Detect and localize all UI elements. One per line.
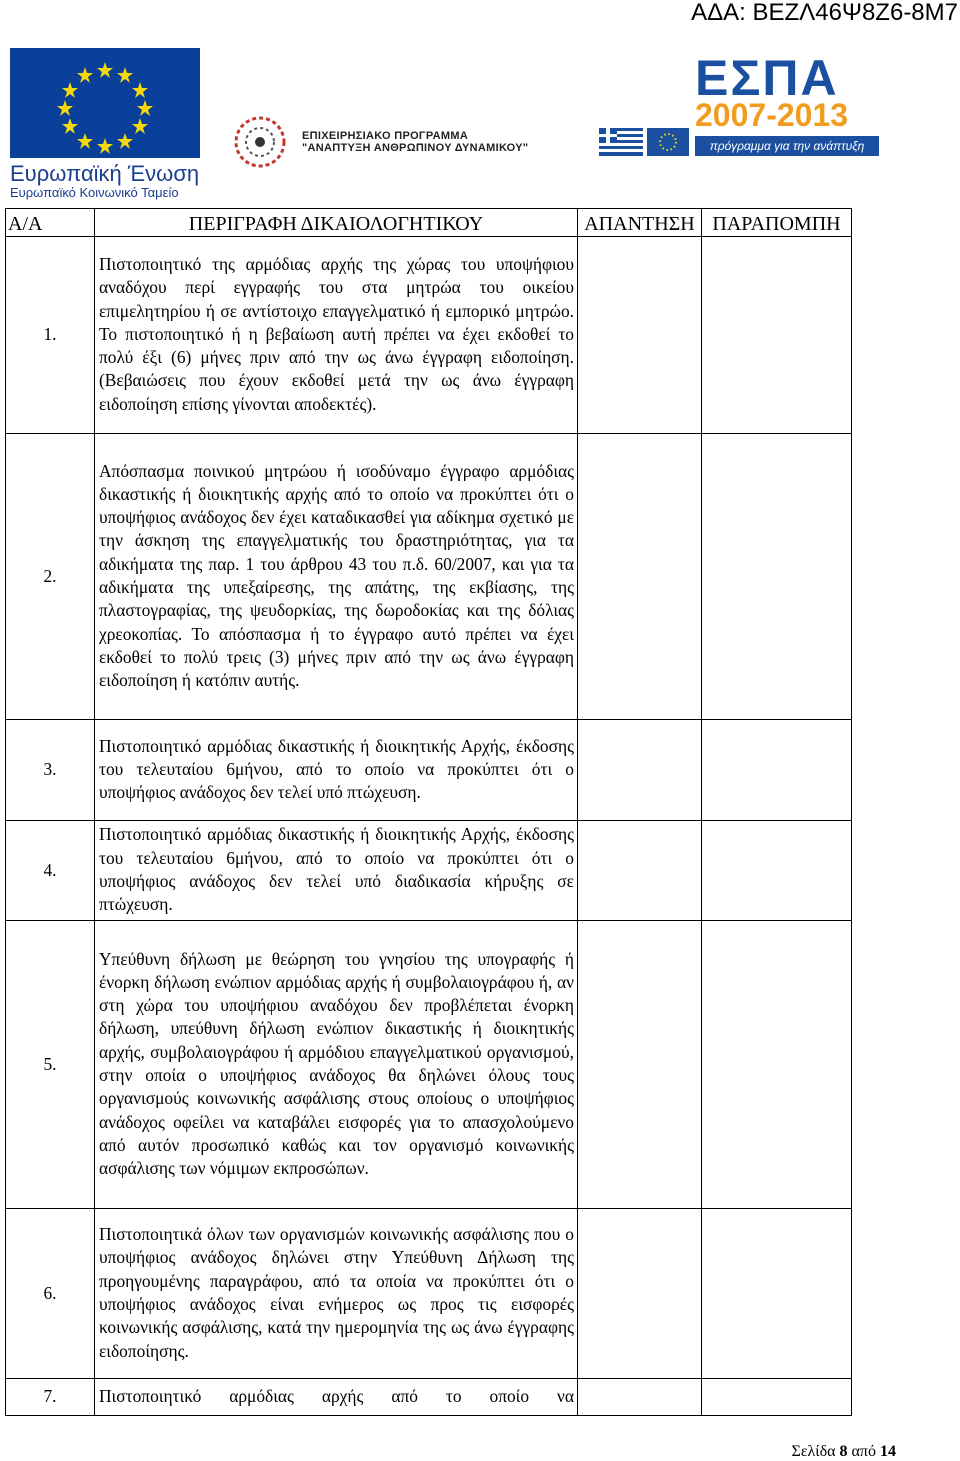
op-title-line2: "ΑΝΑΠΤΥΞΗ ΑΝΘΡΩΠΙΝΟΥ ΔΥΝΑΜΙΚΟΥ" [302, 142, 529, 154]
row-number: 1. [6, 237, 95, 434]
row-number: 2. [6, 434, 95, 720]
reference-cell[interactable] [702, 434, 852, 720]
header-reference: ΠΑΡΑΠΟΜΠΗ [702, 209, 852, 237]
row-description: Πιστοποιητικό αρμόδιας δικαστικής ή διοικητικής Αρχής, έκδοσης του τελευταίου 6μήνου, από το οποίο να προκύπτει ότι ο υποψήφιος ανάδοχος δεν τελεί υπό πτώχευση. [99, 735, 574, 803]
row-description: Υπεύθυνη δήλωση με θεώρηση του γνησίου της υπογραφής ή ένορκη δήλωση ενώπιον αρμόδιας αρχής ή συμβολαιογράφου ή, αν στη χώρα του υποψήφιου αναδόχου δεν προβλέπεται ένορκη δήλωση, υπεύθυνη δήλωση ενώπιον δικαστικής ή διοικητικής αρχής, συμβολαιογράφου ή αρμόδιου επαγγελματικού οργανισμού, στην οποία ο υποψήφιος ανάδοχος θα δηλώνει όλους τους οργανισμούς κοινωνικής ασφάλισης στους οποίους ο υποψήφιος ανάδοχος οφείλει να καταβάλει εισφορές για το απασχολούμενο από αυτόν προσωπικό καθώς και τον οργανισμό κοινωνικής ασφάλισης των νόμιμων εκπροσώπων. [99, 948, 574, 1179]
reference-cell[interactable] [702, 1209, 852, 1379]
eu-flag-icon [10, 48, 200, 158]
header-description: ΠΕΡΙΓΡΑΦΗ ΔΙΚΑΙΟΛΟΓΗΤΙΚΟΥ [95, 209, 578, 237]
row-description: Πιστοποιητικό της αρμόδιας αρχής της χώρας του υποψήφιου αναδόχου περί εγγραφής του στα μητρώα του οικείου επιμελητηρίου ή σε αντίστοιχο επαγγελματικό ή εμπορικό μητρώο. Το πιστοποιητικό ή η βεβαίωση αυτή πρέπει να έχει εκδοθεί το πολύ έξι (6) μήνες πριν από την ως άνω έγγραφη ειδοποίηση. (Βεβαιώσεις που έχουν εκδοθεί μετά την ως άνω έγγραφη ειδοποίηση επίσης γίνονται αποδεκτές). [99, 253, 574, 414]
page-total: 14 [880, 1443, 896, 1460]
row-number: 7. [6, 1379, 95, 1416]
table-row [6, 1209, 852, 1379]
operational-programme-logo [222, 112, 572, 172]
reference-cell[interactable] [702, 237, 852, 434]
table-row [6, 237, 852, 434]
answer-cell[interactable] [578, 821, 702, 921]
answer-cell[interactable] [578, 434, 702, 720]
eu-logo [10, 48, 200, 200]
answer-cell[interactable] [578, 1209, 702, 1379]
answer-cell[interactable] [578, 921, 702, 1209]
eu-name: Ευρωπαϊκή Ένωση [10, 161, 200, 186]
answer-cell[interactable] [578, 237, 702, 434]
greek-flag-icon [599, 128, 643, 156]
eu-fund-name: Ευρωπαϊκό Κοινωνικό Ταμείο [10, 185, 179, 200]
row-number: 4. [6, 821, 95, 921]
page-number: 8 [839, 1443, 848, 1460]
header-num: Α/Α [6, 209, 95, 237]
row-description: Πιστοποιητικό αρμόδιας αρχής από το οποίο να [99, 1385, 574, 1406]
documents-table [5, 208, 852, 1416]
answer-cell[interactable] [578, 720, 702, 821]
of-word: από [851, 1443, 876, 1460]
op-title-line1: ΕΠΙΧΕΙΡΗΣΙΑΚΟ ΠΡΟΓΡΑΜΜΑ [302, 130, 469, 142]
espa-logo [595, 52, 885, 162]
eu-mini-flag-icon [647, 128, 689, 156]
logo-banner [0, 40, 960, 205]
op-emblem-icon [222, 112, 298, 172]
espa-tagline: πρόγραμμα για την ανάπτυξη [695, 136, 879, 156]
page-footer [792, 1443, 896, 1461]
row-number: 5. [6, 921, 95, 1209]
reference-cell[interactable] [702, 921, 852, 1209]
espa-title: ΕΣΠΑ [695, 50, 839, 106]
row-description: Πιστοποιητικό αρμόδιας δικαστικής ή διοικητικής Αρχής, έκδοσης του τελευταίου 6μήνου, από το οποίο να προκύπτει ότι ο υποψήφιος ανάδοχος δεν τελεί υπό διαδικασία κήρυξης σε πτώχευση. [99, 824, 574, 915]
ada-code: ΑΔΑ: ΒΕΖΛ46Ψ8Ζ6-8Μ7 [691, 0, 958, 26]
table-header-row [6, 209, 852, 237]
espa-years: 2007-2013 [695, 97, 849, 133]
header-answer: ΑΠΑΝΤΗΣΗ [578, 209, 702, 237]
page-word: Σελίδα [791, 1443, 836, 1460]
answer-cell[interactable] [578, 1379, 702, 1416]
row-number: 3. [6, 720, 95, 821]
table-row [6, 720, 852, 821]
row-description: Πιστοποιητικά όλων των οργανισμών κοινωνικής ασφάλισης που ο υποψήφιος ανάδοχος δηλώνει στην Υπεύθυνη Δήλωση της προηγουμένης παραγράφου, από τα οποία να προκύπτει ότι ο υποψήφιος ανάδοχος είναι ενήμερος ως προς τις εισφορές κοινωνικής ασφάλισης, κατά την ημερομηνία της ως άνω έγγραφης ειδοποίησης. [99, 1224, 574, 1361]
table-row [6, 1379, 852, 1416]
reference-cell[interactable] [702, 1379, 852, 1416]
row-description: Απόσπασμα ποινικού μητρώου ή ισοδύναμο έγγραφο αρμόδιας δικαστικής ή διοικητικής αρχής από το οποίο να προκύπτει ότι ο υποψήφιος ανάδοχος δεν έχει καταδικασθεί για αδίκημα σχετικό με την άσκηση της επαγγελματικής του δραστηριότητας, για τα αδικήματα της παρ. 1 του άρθρου 43 του π.δ. 60/2007, και για τα αδικήματα της υπεξαίρεσης, της απάτης, της εκβίασης, της πλαστογραφίας, της ψευδορκίας, της δωροδοκίας και της δόλιας χρεοκοπίας. Το απόσπασμα ή το έγγραφο αυτό πρέπει να έχει εκδοθεί το πολύ τρεις (3) μήνες πριν από την ως άνω έγγραφη ειδοποίηση ή κατόπιν αυτής. [99, 460, 574, 691]
row-number: 6. [6, 1209, 95, 1379]
table-row [6, 821, 852, 921]
table-row [6, 921, 852, 1209]
reference-cell[interactable] [702, 821, 852, 921]
reference-cell[interactable] [702, 720, 852, 821]
table-row [6, 434, 852, 720]
